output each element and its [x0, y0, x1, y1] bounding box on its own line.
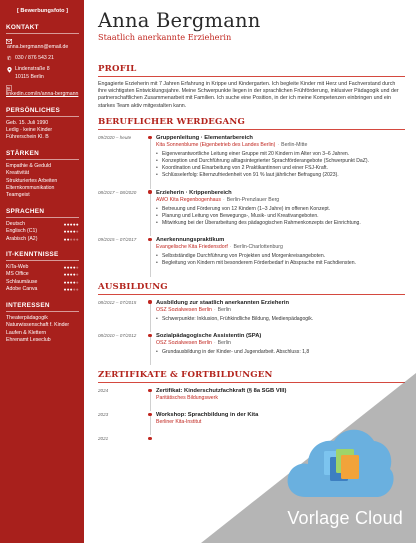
level-dot: ●: [72, 221, 76, 227]
level-dot: ●: [66, 236, 70, 242]
level-dot: ●: [69, 272, 73, 278]
strength-item: Teamgeist: [6, 192, 30, 199]
entry-date: 08/2017 – 08/2020: [98, 189, 137, 195]
language-label: Deutsch: [6, 220, 26, 227]
level-dots: [64, 286, 79, 293]
location-pin-icon: [6, 67, 12, 73]
entry-bullet: • Koordination und Einarbeitung von 2 Praktikantinnen und einer FSJ-Kraft.: [156, 165, 405, 172]
level-dot: ●: [72, 236, 76, 242]
level-dot: ●: [75, 221, 79, 227]
level-dot: ●: [75, 279, 79, 285]
street-value: Lindenstraße 8: [15, 66, 50, 72]
entry-bullet: • Schlüsselerfolg: Elternzufriedenheit von 91 % laut jährlicher Befragung (2023).: [156, 172, 405, 179]
education-entry: 08/2010 – 07/2012 Sozialpädagogische Assistentin (SPA) OSZ Sozialwesen Berlin · Berlin • Grundausbildung in der Kinder- und Jugendarbeit. Abschluss: 1,8: [98, 332, 405, 356]
job-title: Staatlich anerkannte Erzieherin: [98, 32, 232, 42]
level-dot: ●: [63, 272, 67, 278]
entry-place: Berlin: [217, 306, 231, 313]
entry-place: Berlin-Charlottenburg: [233, 244, 283, 251]
personal-heading: PERSÖNLICHES: [6, 107, 79, 117]
level-dot: ●: [72, 287, 76, 293]
watermark-text: Vorlage Cloud: [287, 508, 403, 528]
level-dot: ●: [69, 287, 73, 293]
entry-date: 09/2015 – 07/2017: [98, 237, 137, 243]
level-dots: [64, 228, 79, 235]
certificate-entry: [98, 387, 405, 402]
experience-entry: 08/2017 – 08/2020 Erzieherin · Krippenbereich AWO Kita Regenbogenhaus · Berlin-Prenzlauer Berg • Betreuung und Förderung von 12 Kindern (1–3 Jahre) im offenen Konzept. • Planung und Leitung von Bewegungs-, Musik- und Kreativangeboten. • Mitwirkung bei der Überarbeitung des pädagogischen Rahmenkonzepts der Einrichtung.: [98, 189, 405, 228]
level-dot: ●: [69, 279, 73, 285]
certificates-heading: ZERTIFIKATE & FORTBILDUNGEN: [98, 370, 405, 383]
email-line[interactable]: [6, 37, 79, 44]
address-line: [6, 66, 79, 81]
timeline-line: [150, 390, 151, 411]
level-dot: ●: [66, 265, 70, 271]
entry-org: Berliner Kita-Institut: [156, 419, 202, 426]
it-row: [6, 264, 79, 271]
entry-org: Paritätisches Bildungswerk: [156, 395, 218, 402]
it-row: [6, 271, 79, 278]
level-dots: [64, 264, 79, 271]
timeline-line: [150, 137, 151, 189]
level-dot: ●: [72, 265, 76, 271]
it-label: KiTa-Web: [6, 264, 29, 271]
phone-line: [6, 55, 79, 63]
entry-bullet: • Betreuung und Förderung von 12 Kindern (1–3 Jahre) im offenen Konzept.: [156, 206, 405, 213]
entry-org: OSZ Sozialwesen Berlin: [156, 306, 212, 313]
entry-org: AWO Kita Regenbogenhaus: [156, 196, 221, 203]
level-dot: ●: [66, 287, 70, 293]
level-dot: ●: [63, 265, 67, 271]
entry-date: 2023: [98, 412, 109, 418]
entry-date: 08/2012 – 07/2015: [98, 299, 137, 305]
level-dot: ●: [75, 236, 79, 242]
language-label: Englisch (C1): [6, 228, 38, 235]
svg-text:in: in: [7, 86, 11, 91]
level-dot: ●: [69, 265, 73, 271]
entry-bullet: • Schwerpunkte: Inklusion, Frühkindliche Bildung, Medienpädagogik.: [156, 316, 405, 323]
linkedin-line[interactable]: [6, 84, 79, 91]
interests-heading: INTERESSEN: [6, 302, 79, 312]
it-label: Schlaumäuse: [6, 278, 38, 285]
timeline-dot: [148, 136, 151, 139]
timeline-dot: [148, 389, 151, 392]
entry-date: 09/2020 – heute: [98, 134, 132, 140]
strength-item: Empathie & Geduld: [6, 162, 51, 169]
level-dots: [64, 221, 79, 228]
entry-title: Workshop: Sprachbildung in der Kita: [156, 412, 259, 419]
level-dot: ●: [63, 236, 67, 242]
certificate-entry: [98, 435, 405, 441]
profil-text: Engagierte Erzieherin mit 7 Jahren Erfahrung in Krippe und Kindergarten. Ich begleite Kinder mit Herz und Fachverstand durch ihre wichtigsten Entwicklungsjahre. Meine Schwerpunkte liegen in der sprachlichen Frühförderung, inklusiver Pädagogik und der partnerschaftlichen Zusammenarbeit mit Familien. Ich suche eine Position, in der ich meine Kompetenzen einbringen und ein starkes Team aktiv mitgestalten kann.: [98, 81, 399, 109]
interest-item: Naturwissenschaft f. Kinder: [6, 322, 70, 329]
timeline-dot: [148, 190, 151, 193]
interest-item: Ehrenamt Leseclub: [6, 336, 51, 343]
entry-bullet: • Grundausbildung in der Kinder- und Jugendarbeit. Abschluss: 1,8: [156, 349, 405, 356]
level-dots: [64, 279, 79, 286]
main-content: [84, 0, 416, 543]
sidebar: [0, 0, 84, 543]
timeline-line: [150, 302, 151, 332]
entry-title: Ausbildung zur staatlich anerkannten Erzieherin: [156, 299, 290, 306]
it-heading: IT-KENNTNISSE: [6, 251, 79, 261]
strengths-heading: STÄRKEN: [6, 150, 79, 160]
language-row: [6, 228, 79, 235]
level-dot: ●: [75, 229, 79, 235]
level-dot: ●: [69, 236, 73, 242]
profil-heading: PROFIL: [98, 64, 405, 77]
timeline-line: [150, 335, 151, 365]
level-dot: ●: [72, 229, 76, 235]
level-dot: ●: [66, 221, 70, 227]
entry-place: Berlin-Prenzlauer Berg: [226, 196, 280, 203]
timeline-dot: [148, 413, 151, 416]
entry-place: Berlin: [217, 339, 231, 346]
level-dot: ●: [63, 279, 67, 285]
entry-title: Erzieherin · Krippenbereich: [156, 189, 232, 196]
experience-entry: 09/2015 – 07/2017 Anerkennungspraktikum Evangelische Kita Friedensdorf · Berlin-Charlottenburg • Selbstständige Durchführung von Projekten und Morgenkreisangeboten. • Begleitung von Kindern mit besonderem Förderbedarf in Absprache mit Fachdiensten.: [98, 236, 405, 267]
strength-item: Elternkommunikation: [6, 185, 55, 192]
entry-date: 2024: [98, 388, 109, 394]
strength-item: Kreativität: [6, 170, 30, 177]
level-dot: ●: [66, 229, 70, 235]
entry-bullet: • Begleitung von Kindern mit besonderem Förderbedarf in Absprache mit Fachdiensten.: [156, 260, 405, 267]
entry-org: Evangelische Kita Friedensdorf: [156, 244, 228, 251]
education-heading: AUSBILDUNG: [98, 282, 405, 295]
level-dot: ●: [69, 229, 73, 235]
language-label: Arabisch (A2): [6, 235, 38, 242]
entry-bullet: • Eigenverantwortliche Leitung einer Gruppe mit 20 Kindern im Alter von 3–6 Jahren.: [156, 151, 405, 158]
entry-bullet: • Planung und Leitung von Bewegungs-, Musik- und Kreativangeboten.: [156, 213, 405, 220]
timeline-dot: [148, 334, 151, 337]
entry-bullet: • Selbstständige Durchführung von Projekten und Morgenkreisangeboten.: [156, 253, 405, 260]
interest-item: Theaterpädagogik: [6, 314, 48, 321]
birth-value: Geb. 15. Juli 1990: [6, 119, 49, 126]
entry-org: Kita Sonnenblume (Eigenbetrieb des Landes Berlin): [156, 141, 276, 148]
entry-place: Berlin-Mitte: [281, 141, 308, 148]
license-value: Führerschein Kl. B: [6, 134, 49, 141]
entry-date: 2021: [98, 436, 109, 442]
linkedin-value[interactable]: linkedin.com/in/anna-bergmann: [6, 91, 79, 98]
experience-heading: BERUFLICHER WERDEGANG: [98, 117, 405, 130]
level-dot: ●: [75, 287, 79, 293]
level-dots: [64, 271, 79, 278]
language-row: [6, 221, 79, 228]
education-entry: 08/2012 – 07/2015 Ausbildung zur staatlich anerkannten Erzieherin OSZ Sozialwesen Berlin · Berlin • Schwerpunkte: Inklusion, Frühkindliche Bildung, Medienpädagogik.: [98, 299, 405, 323]
level-dot: ●: [75, 272, 79, 278]
level-dot: ●: [72, 272, 76, 278]
it-row: [6, 286, 79, 293]
it-row: [6, 279, 79, 286]
entry-bullet: • Mitwirkung bei der Überarbeitung des pädagogischen Rahmenkonzepts der Einrichtung.: [156, 220, 405, 227]
entry-bullet: • Konzeption und Durchführung alltagsintegrierter Sprachförderangebote (Schwerpunkt DaZ).: [156, 158, 405, 165]
level-dot: ●: [63, 221, 67, 227]
entry-date: 08/2010 – 07/2012: [98, 332, 137, 338]
certificate-entry: [98, 411, 405, 426]
timeline-dot: [148, 437, 151, 440]
interest-item: Laufen & Klettern: [6, 329, 47, 336]
level-dot: ●: [63, 287, 67, 293]
timeline-dot: [148, 300, 151, 303]
level-dot: ●: [69, 221, 73, 227]
entry-title: Gruppenleitung · Elementarbereich: [156, 134, 253, 141]
level-dot: ●: [66, 279, 70, 285]
level-dot: ●: [63, 229, 67, 235]
timeline-line: [150, 239, 151, 276]
level-dot: ●: [66, 272, 70, 278]
timeline-line: [150, 414, 151, 435]
level-dot: ●: [75, 265, 79, 271]
email-value[interactable]: anna.bergmann@email.de: [7, 44, 69, 50]
it-label: Adobe Canva: [6, 286, 38, 293]
phone-value: 030 / 876 543 21: [15, 55, 54, 62]
languages-heading: SPRACHEN: [6, 208, 79, 218]
strength-item: Strukturiertes Arbeiten: [6, 177, 58, 184]
photo-placeholder: [ Bewerbungsfoto ]: [17, 8, 68, 14]
level-dot: ●: [72, 279, 76, 285]
city-value: 10115 Berlin: [15, 73, 44, 80]
phone-icon: ✆: [6, 55, 12, 62]
contact-heading: KONTAKT: [6, 24, 79, 34]
level-dots: [64, 236, 79, 243]
entry-org: OSZ Sozialwesen Berlin: [156, 339, 212, 346]
it-label: MS Office: [6, 271, 29, 278]
status-value: Ledig · keine Kinder: [6, 127, 53, 133]
entry-title: Zertifikat: Kinderschutzfachkraft (§ 8a SGB VIII): [156, 388, 287, 395]
person-name: Anna Bergmann: [98, 9, 261, 32]
language-row: [6, 236, 79, 243]
experience-entry: 09/2020 – heute Gruppenleitung · Elementarbereich Kita Sonnenblume (Eigenbetrieb des Landes Berlin) · Berlin-Mitte • Eigenverantwortliche Leitung einer Gruppe mit 20 Kindern im Alter von 3–6 Jahren. • Konzeption und Durchführung alltagsintegrierter Sprachförderangebote (Schwerpunkt DaZ). • Koordination und Einarbeitung von 2 Praktikantinnen und einer FSJ-Kraft. • Schlüsselerfolg: Elternzufriedenheit von 91 % laut jährlicher Befragung (2023).: [98, 134, 405, 180]
timeline-line: [150, 192, 151, 237]
entry-title: Sozialpädagogische Assistentin (SPA): [156, 332, 262, 339]
entry-title: Anerkennungspraktikum: [156, 237, 225, 244]
